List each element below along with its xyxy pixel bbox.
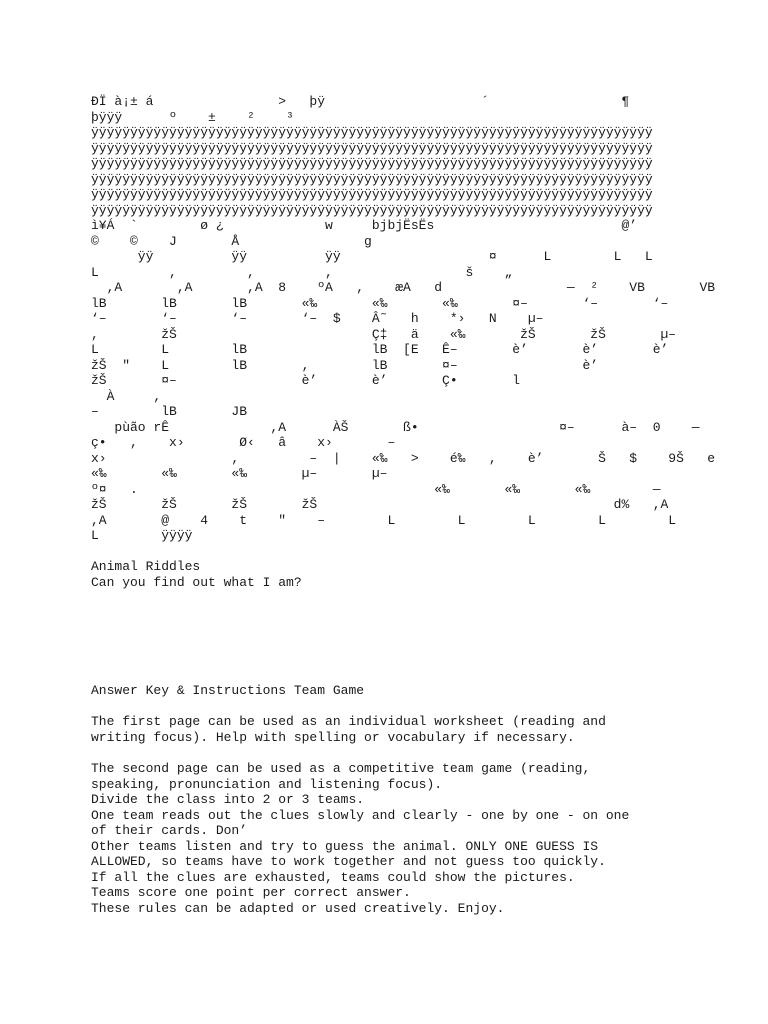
paragraph-line: One team reads out the clues slowly and clearly - one by one - on one [91, 808, 630, 823]
garbled-line: ì¥Á ` ø ¿ w bjbjËsËs @’ [91, 218, 638, 233]
garbled-line: ÿÿÿÿÿÿÿÿÿÿÿÿÿÿÿÿÿÿÿÿÿÿÿÿÿÿÿÿÿÿÿÿÿÿÿÿÿÿÿÿÿÿÿÿÿÿÿÿÿÿÿÿÿÿÿÿÿÿÿÿÿÿÿÿÿÿÿÿÿÿÿÿ [91, 156, 653, 171]
garbled-line: žŠ ¤– è’ è’ Ç• l [91, 373, 521, 388]
garbled-line: žŠ " L lB , lB ¤– è’ [91, 358, 599, 373]
garbled-line: lB lB lB «‰ «‰ «‰ ¤– ‘– ‘– [91, 296, 669, 311]
paragraph-line: of their cards. Don’ [91, 823, 248, 838]
garbled-line: L ÿÿÿÿ [91, 528, 193, 543]
garbled-line: À , [91, 389, 162, 404]
garbled-line: º¤ . «‰ «‰ «‰ — [91, 482, 661, 497]
garbled-line: x› , – | «‰ > é‰ , è’ Š $ 9Š e [91, 451, 716, 466]
paragraph-line: speaking, pronunciation and listening focus). [91, 777, 443, 792]
answer-key-heading: Answer Key & Instructions Team Game [91, 683, 365, 698]
document-title: Animal Riddles [91, 559, 201, 574]
garbled-line: þÿÿÿ º ± ² ³ [91, 110, 294, 125]
paragraph-line: ALLOWED, so teams have to work together and not guess too quickly. [91, 854, 606, 869]
garbled-line: ĐÏ à¡± á > þÿ ´ ¶ [91, 94, 630, 109]
garbled-line: L L lB lB [E Ê– è’ è’ è’ [91, 342, 669, 357]
garbled-line: ÿÿÿÿÿÿÿÿÿÿÿÿÿÿÿÿÿÿÿÿÿÿÿÿÿÿÿÿÿÿÿÿÿÿÿÿÿÿÿÿÿÿÿÿÿÿÿÿÿÿÿÿÿÿÿÿÿÿÿÿÿÿÿÿÿÿÿÿÿÿÿÿ [91, 187, 653, 202]
garbled-line: L , , , š „ [91, 265, 513, 280]
garbled-line: ÿÿÿÿÿÿÿÿÿÿÿÿÿÿÿÿÿÿÿÿÿÿÿÿÿÿÿÿÿÿÿÿÿÿÿÿÿÿÿÿÿÿÿÿÿÿÿÿÿÿÿÿÿÿÿÿÿÿÿÿÿÿÿÿÿÿÿÿÿÿÿÿ [91, 172, 653, 187]
garbled-line: žŠ žŠ žŠ žŠ d% ,A [91, 497, 669, 512]
paragraph-line: Teams score one point per correct answer. [91, 885, 411, 900]
garbled-line: , žŠ Ç‡ ä «‰ žŠ žŠ µ– [91, 327, 677, 342]
garbled-line: pùão rÊ ,A ÀŠ ß• ¤– à– 0 — [91, 420, 700, 435]
garbled-line: «‰ «‰ «‰ µ– µ– [91, 466, 388, 481]
paragraph-line: The second page can be used as a competitive team game (reading, [91, 761, 591, 776]
garbled-line: – lB JB [91, 404, 248, 419]
garbled-line: ,A @ 4 t " – L L L L L [91, 513, 677, 528]
paragraph-line: The first page can be used as an individual worksheet (reading and [91, 714, 606, 729]
garbled-line: ÿÿÿÿÿÿÿÿÿÿÿÿÿÿÿÿÿÿÿÿÿÿÿÿÿÿÿÿÿÿÿÿÿÿÿÿÿÿÿÿÿÿÿÿÿÿÿÿÿÿÿÿÿÿÿÿÿÿÿÿÿÿÿÿÿÿÿÿÿÿÿÿ [91, 141, 653, 156]
garbled-line: ‘– ‘– ‘– ‘– $ Â˜ h *› N µ– [91, 311, 544, 326]
garbled-line: ç• , x› Ø‹ â x› – [91, 435, 396, 450]
paragraph-line: Divide the class into 2 or 3 teams. [91, 792, 365, 807]
paragraph-line: These rules can be adapted or used creatively. Enjoy. [91, 901, 505, 916]
garbled-line: ,A ,A ,A 8 ºA , æA d — ² VB VB [91, 280, 716, 295]
paragraph-line: If all the clues are exhausted, teams could show the pictures. [91, 870, 575, 885]
document-subtitle: Can you find out what I am? [91, 575, 302, 590]
garbled-line: © © J Å g [91, 234, 372, 249]
garbled-line: ÿÿÿÿÿÿÿÿÿÿÿÿÿÿÿÿÿÿÿÿÿÿÿÿÿÿÿÿÿÿÿÿÿÿÿÿÿÿÿÿÿÿÿÿÿÿÿÿÿÿÿÿÿÿÿÿÿÿÿÿÿÿÿÿÿÿÿÿÿÿÿÿ [91, 125, 653, 140]
garbled-line: ÿÿÿÿÿÿÿÿÿÿÿÿÿÿÿÿÿÿÿÿÿÿÿÿÿÿÿÿÿÿÿÿÿÿÿÿÿÿÿÿÿÿÿÿÿÿÿÿÿÿÿÿÿÿÿÿÿÿÿÿÿÿÿÿÿÿÿÿÿÿÿÿ [91, 203, 653, 218]
garbled-line: ÿÿ ÿÿ ÿÿ ¤ L L L [91, 249, 653, 264]
paragraph-line: Other teams listen and try to guess the animal. ONLY ONE GUESS IS [91, 839, 599, 854]
paragraph-line: writing focus). Help with spelling or vocabulary if necessary. [91, 730, 575, 745]
